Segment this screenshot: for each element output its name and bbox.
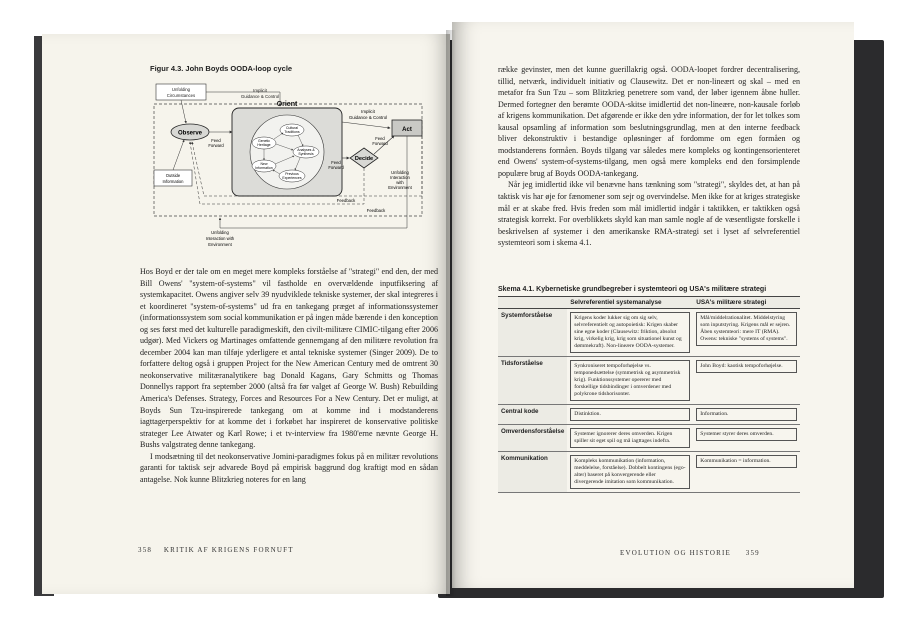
unfolding-right-label-4: Environment	[388, 185, 412, 190]
unfolding-interaction-label-1: Unfolding	[211, 230, 229, 235]
cell-box: Distinktion.	[570, 408, 690, 421]
table-header-row	[498, 297, 800, 309]
table-cell	[567, 357, 693, 405]
implicit-right-label-1: Implicit	[361, 109, 375, 114]
table-cell	[693, 425, 800, 452]
table-header-usa: USA's militære strategi	[693, 297, 800, 309]
left-running-head: KRITIK AF KRIGENS FORNUFT	[163, 546, 294, 554]
cell-box: Kommunikation = information.	[696, 455, 797, 468]
cell-box: Information.	[696, 408, 797, 421]
unfolding-interaction-label-3: Environment	[208, 242, 232, 247]
cell-box: Krigens koder lukker sig om sig selv, selvreferentielt og autopoietisk: Krigen skaber sine egne koder (Clausewitz: friktion, absolut krig, virkelig krig, krig som situationel kunst og dømmekraft). Non-lineære OODA-systemer.	[570, 312, 690, 353]
cell-box: Kompleks kommunikation (information, meddelelse, forståelse). Dobbelt kontingens (ego-alter) baseret på konvergerende eller divergerende imitation som kommunikation.	[570, 455, 690, 489]
left-page-number: 358	[138, 546, 153, 554]
row-head-central-kode: Central kode	[498, 405, 567, 425]
unfolding-right-label-1: Unfolding	[391, 170, 409, 175]
table-cell	[693, 357, 800, 405]
outside-info-label-1: Outside	[165, 173, 181, 178]
unfolding-right-label-3: with	[396, 180, 404, 185]
row-head-systemforstaaelse: Systemforståelse	[498, 309, 567, 357]
feed-forward-1b: Forward	[208, 143, 224, 148]
cultural-label-1: Cultural	[285, 126, 299, 130]
right-running-head: EVOLUTION OG HISTORIE	[620, 549, 732, 557]
table-cell	[567, 309, 693, 357]
right-body-text	[498, 64, 800, 249]
cell-box: Mål/middelrationalitet. Middelstyring som inputstyring. Krigens mål er sejren. Åben systemteori: mere IT (RMA). Owens: tekniske "systems of systems".	[696, 312, 797, 346]
prev-label-1: Previous	[285, 172, 299, 176]
implicit-guidance-label-2: Guidance & Control	[240, 94, 280, 99]
feedback-label-2: Feedback	[366, 208, 386, 213]
observe-label: Observe	[177, 130, 203, 137]
cell-box: John Boyd: kaotisk tempoforhøjelse.	[696, 360, 797, 373]
right-paragraph-2: Når jeg imidlertid ikke vil benævne hans tænkning som "strategi", skyldes det, at han på taktisk vis har øje for fænomener som sejr og overvindelse. Men ikke for at kriges strategiske mål er at skabe fred. Hvis freden som mål imidlertid indgår i taktikken, er taktikken også strategisk korrekt. For overblikkets skyld kan man samle nogle af de væsentligste forskelle i beskrivelsen af systemer i den amerikanske RMA-strategi set i lyset af selvreferentiel systemteori som i skema 4.1.	[498, 180, 800, 248]
table-header-empty	[498, 297, 567, 309]
act-label: Act	[402, 127, 412, 133]
table-row	[498, 405, 800, 425]
table-cell	[693, 452, 800, 493]
feed-forward-3b: Forward	[372, 141, 388, 146]
newinfo-label-1: New	[260, 162, 268, 166]
table-cell	[567, 405, 693, 425]
ooda-diagram	[140, 76, 440, 254]
gutter-shadow	[446, 30, 456, 596]
feed-forward-3a: Feed	[375, 136, 385, 141]
orient-label: Orient	[276, 101, 298, 108]
table-cell	[693, 405, 800, 425]
right-page-number: 359	[745, 549, 760, 557]
feed-forward-1a: Feed	[211, 138, 221, 143]
left-footer	[138, 546, 294, 554]
genetic-label-1: Genetic	[257, 139, 271, 143]
cultural-label-2: Traditions	[284, 130, 300, 134]
analyses-label-1: Analyses &	[297, 148, 315, 152]
genetic-label-2: Heritage	[257, 143, 271, 147]
row-head-tidsforstaaelse: Tidsforståelse	[498, 357, 567, 405]
analyses-label-2: Synthesis	[298, 152, 314, 156]
prev-label-2: Experiences	[282, 176, 302, 180]
row-head-kommunikation: Kommunikation	[498, 452, 567, 493]
unfolding-circ-label-2: Circumstances	[166, 93, 196, 98]
table-row	[498, 309, 800, 357]
schema-table	[498, 296, 800, 493]
unfolding-interaction-label-2: Interaction with	[205, 236, 235, 241]
feedback-label-1: Feedback	[336, 198, 356, 203]
feed-forward-2b: Forward	[328, 165, 344, 170]
implicit-right-label-2: Guidance & Control	[348, 115, 388, 120]
newinfo-label-2: Information	[255, 166, 273, 170]
unfolding-right-label-2: Interaction	[390, 175, 410, 180]
table-title: Skema 4.1. Kybernetiske grundbegreber i systemteori og USA's militære strategi	[498, 286, 767, 293]
cell-box: Systemer styrer deres omverden.	[696, 428, 797, 441]
table-header-selfref: Selvreferentiel systemanalyse	[567, 297, 693, 309]
table-cell	[567, 425, 693, 452]
right-paragraph-1: række gevinster, men det kunne guerillakrig også. OODA-loopet fordrer decentralisering, tillid, netværk, individuelt initiativ og Clausewitz. Det er non-lineært og skal – med en metafor fra Sun Tzu – som Blitzkrieg penetrere som vand, der løber igennem åbne huller. Dermed fortegner den berømte OODA-skitse imidlertid det non-lineære, non-kausale forløb af krigens kommunikation. Det afgørende er ikke den ydre information, der for let tolkes som kausal opsamling af information som beslutningsgrundlag, men at den interne feedback bliver dekonstruktiv i bestandige opløsninger af fordomme om egen formåen og modstanderens formåen. Boyds tilgang var således mere kompleks og kontingensorienteret end Owens' system-of-systems-tilgang, men også mere kompleks end den forsimplende populære brug af Boyds OODA-tankegang.	[498, 65, 800, 178]
feed-forward-2a: Feed	[331, 160, 341, 165]
cell-box: Systemer ignorerer deres omverden. Krigen spiller sit eget spil og må iagttages indefra.	[570, 428, 690, 448]
table-cell	[693, 309, 800, 357]
unfolding-circ-label-1: Unfolding	[171, 87, 191, 92]
implicit-guidance-label-1: Implicit	[253, 88, 267, 93]
table-row	[498, 452, 800, 493]
table-cell	[567, 452, 693, 493]
left-paragraph-2: I modsætning til det neokonservative Jomini-paradigmes fokus på en militær revolutions garanti for taktisk sejr advarede Boyd på empirisk baggrund dog kraftigt mod en sådan antagelse. Nok kunne Blitzkrieg noteres for en lang	[140, 451, 438, 484]
figure-title: Figur 4.3. John Boyds OODA-loop cycle	[150, 64, 293, 73]
row-head-omverdensforstaaelse: Omverdensforståelse	[498, 425, 567, 452]
right-footer	[620, 549, 760, 557]
left-body-text	[140, 266, 438, 485]
decide-label: Decide	[354, 156, 374, 162]
table-row	[498, 357, 800, 405]
outside-info-label-2: Information	[162, 179, 184, 184]
cell-box: Synkroniseret tempoforhøjelse vs. temponedsættelse (symmetrisk og asymmetrisk krig). Funktionssystemer opererer med forskellige tidsbindinger i omverdener med polykrone tidshorisonter.	[570, 360, 690, 401]
left-paragraph-1: Hos Boyd er der tale om en meget mere kompleks forståelse af "strategi" end den, der med Bill Owens' "system-of-systems" vil fastholde en overvældende inputfiksering af systemkapacitet. Owens angiver selv 39 nyudviklede tekniske systemer, der skal integreres i et koordineret "system-of-systems" ud fra en tankegang præget af informationssystemer (informationssystem som social kommunikation er på ingen måde bærende i den konception og ses først med det kulturelle paradigmeskift, den civilt-militære CIMIC-tilgang efter 2006 udgør). Med Vickers og Martinages omfattende gennemgang af den militære revolution fra december 2004 kan man tilføje yderligere et antal tekniske systemer (Singer 2009). De to forfattere deltog også i gruppen Project for the New American Century med de omtrent 30 neokonservative militæranalytikere bag Donald Kagans, Gary Schmitts og Thomas Donnellys rapport fra september 2000 (altså fra før valget af George W. Bush) Rebuilding America's Defenses. Strategy, Forces and Resources For a New Century. Det er muligt, at Boyds Sun Tzu-inspirerede tankegang om at komme ind i modstanderens iagttagerperspektiv for at komme det i forkøbet har inspireret de konservative politiske strateger Lee Atwater og Karl Rowe; i et tv-interview fra 1980'erne nævnte George H. Bushs valgstrateg denne tankegang.	[140, 267, 438, 450]
table-row	[498, 425, 800, 452]
